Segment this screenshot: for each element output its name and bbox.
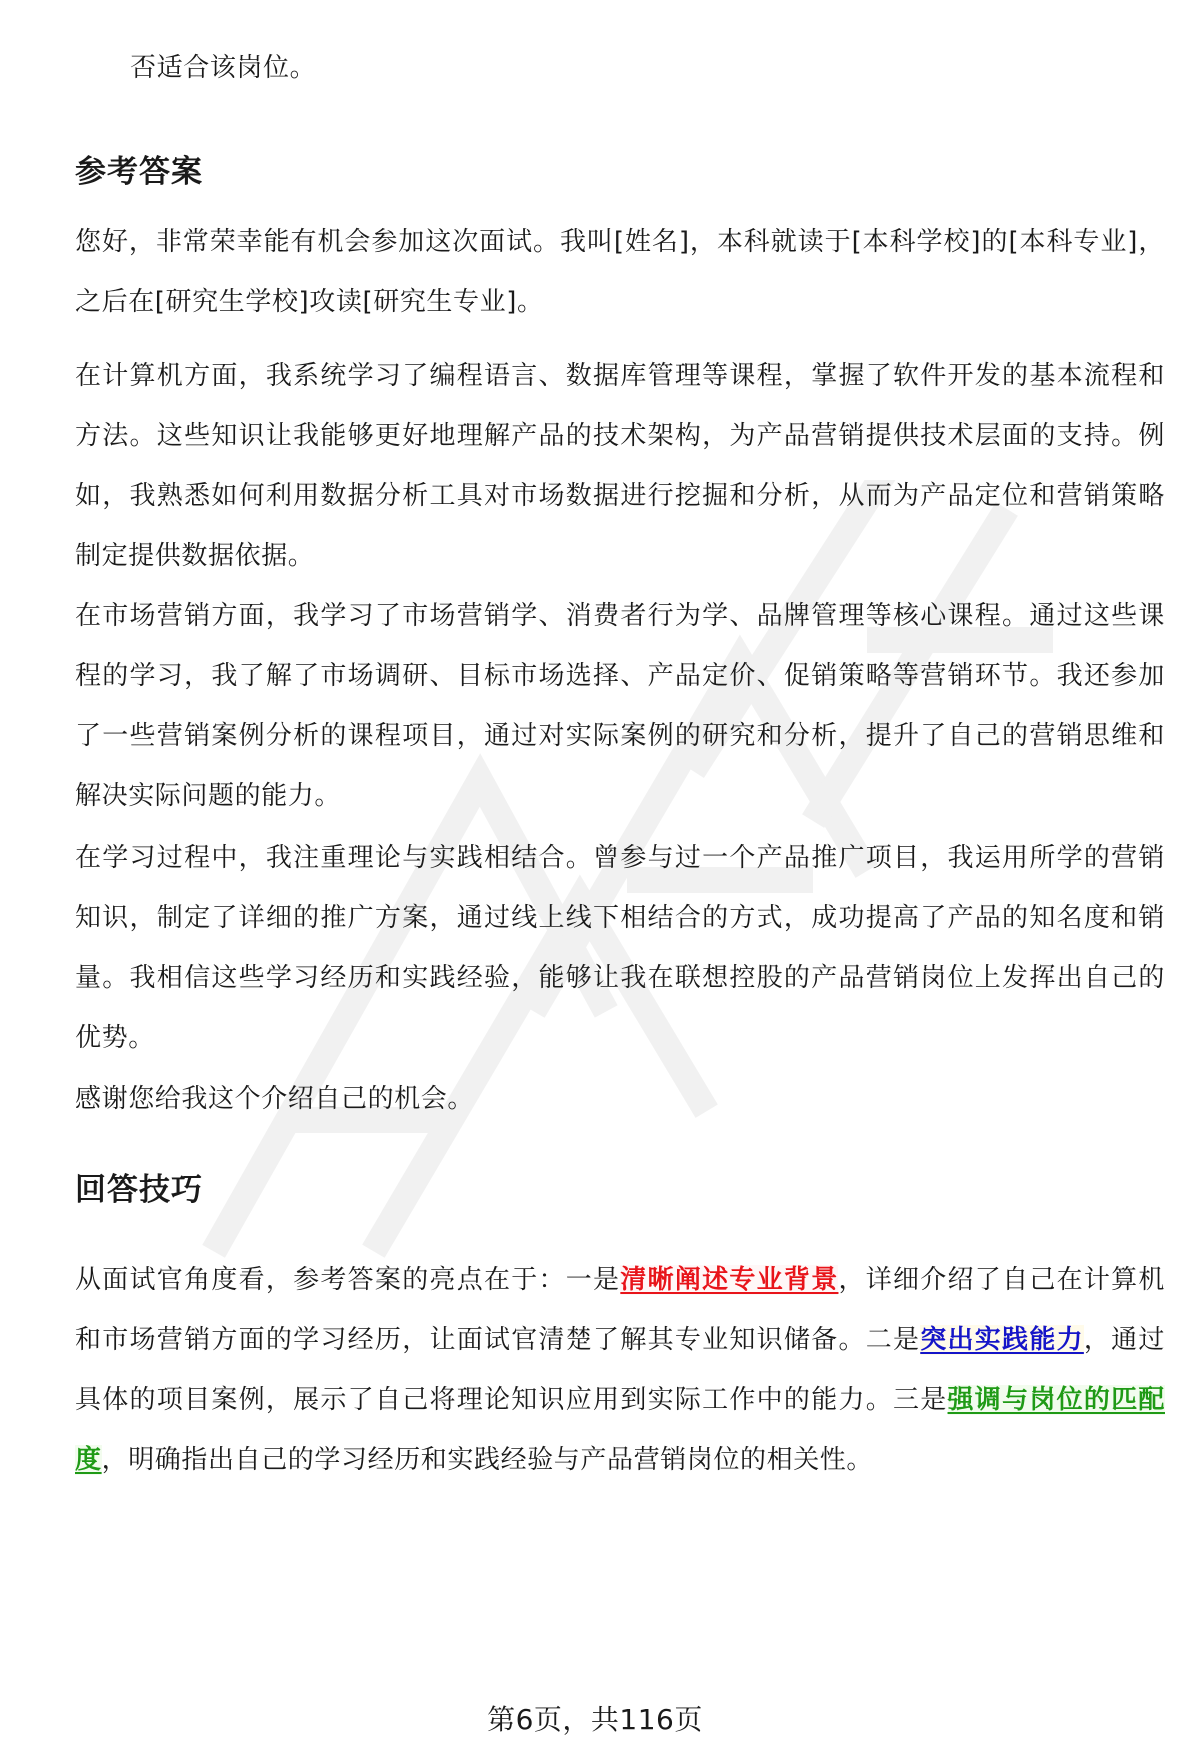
- carryover-text: 否适合该岗位。: [130, 53, 317, 83]
- heading-answer-tips: 回答技巧: [75, 1172, 203, 1208]
- tips-text-4: ，明确指出自己的学习经历和实践经验与产品营销岗位的相关性。: [101, 1445, 874, 1475]
- highlight-job-match: 强调与岗位的匹配度: [75, 1385, 1165, 1475]
- page-number-footer: 第6页，共116页: [487, 1703, 703, 1736]
- answer-paragraph-thanks: 感谢您给我这个介绍自己的机会。: [75, 1084, 475, 1114]
- tips-paragraph: [75, 1250, 1165, 1490]
- heading-reference-answer: 参考答案: [75, 154, 203, 190]
- tips-text-1: 从面试官角度看，参考答案的亮点在于：一是: [75, 1265, 621, 1295]
- answer-paragraph-practice: 在学习过程中，我注重理论与实践相结合。曾参与过一个产品推广项目，我运用所学的营销知识，制定了详细的推广方案，通过线上线下相结合的方式，成功提高了产品的知名度和销量。我相信这些学习经历和实践经验，能够让我在联想控股的产品营销岗位上发挥出自己的优势。: [75, 843, 1165, 1053]
- answer-paragraph-computer: 在计算机方面，我系统学习了编程语言、数据库管理等课程，掌握了软件开发的基本流程和方法。这些知识让我能够更好地理解产品的技术架构，为产品营销提供技术层面的支持。例如，我熟悉如何利用数据分析工具对市场数据进行挖掘和分析，从而为产品定位和营销策略制定提供数据依据。: [75, 361, 1165, 571]
- highlight-professional-background: 清晰阐述专业背景: [620, 1265, 839, 1295]
- answer-paragraph-intro: 您好，非常荣幸能有机会参加这次面试。我叫[姓名]，本科就读于[本科学校]的[本科专业]，之后在[研究生学校]攻读[研究生专业]。: [75, 227, 1165, 317]
- tips-text-2: ，详细介绍了自己在计算机和市场营销方面的学习经历，让面试官清楚了解其专业知识储备。二是: [75, 1265, 1165, 1355]
- highlight-practical-ability: 突出实践能力: [920, 1325, 1084, 1355]
- tips-text-3: ，通过具体的项目案例，展示了自己将理论知识应用到实际工作中的能力。三是: [75, 1325, 1165, 1415]
- answer-paragraph-marketing: 在市场营销方面，我学习了市场营销学、消费者行为学、品牌管理等核心课程。通过这些课程的学习，我了解了市场调研、目标市场选择、产品定价、促销策略等营销环节。我还参加了一些营销案例分析的课程项目，通过对实际案例的研究和分析，提升了自己的营销思维和解决实际问题的能力。: [75, 601, 1165, 811]
